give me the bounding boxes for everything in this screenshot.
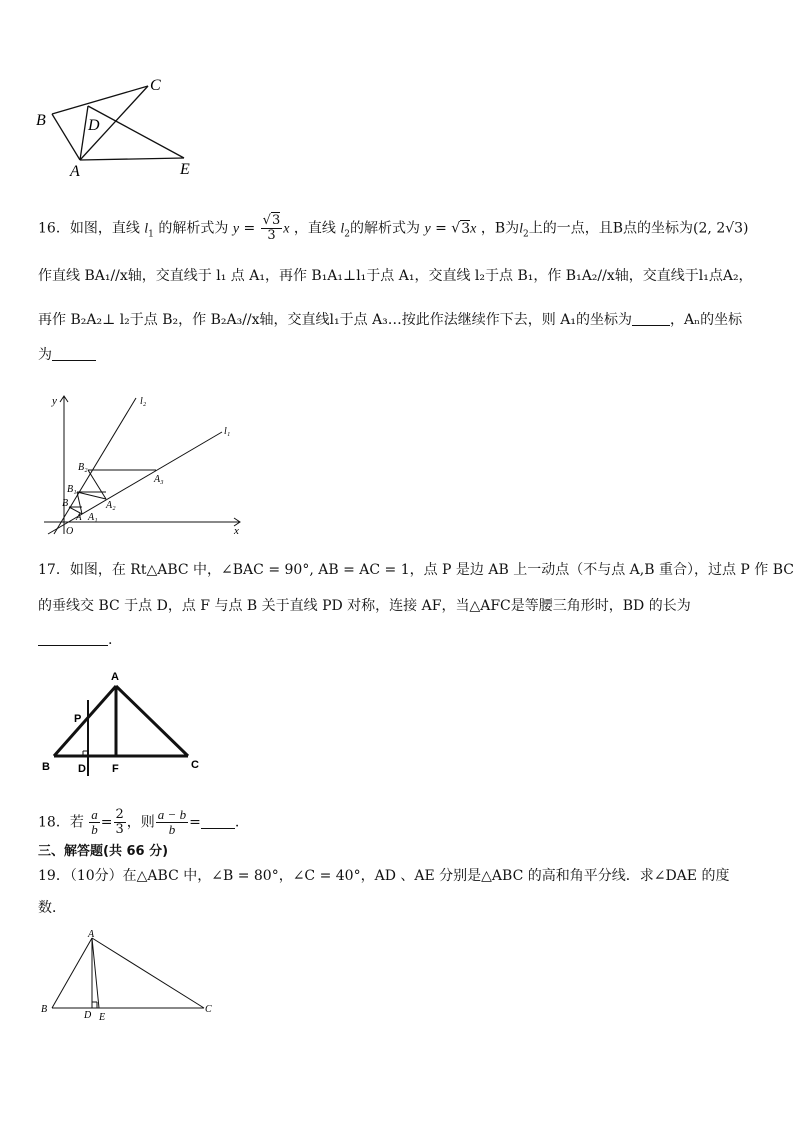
label-P: P <box>74 713 82 725</box>
q16-line4: 为 <box>38 345 96 365</box>
answer-blank-bd[interactable] <box>38 631 108 646</box>
label-x: x <box>234 525 239 537</box>
q17-line1: 17．如图，在 Rt△ABC 中，∠BAC = 90°, AB = AC = 1，点 P 是边 AB 上一动点（不与点 A,B 重合），过点 P 作 BC <box>38 562 794 578</box>
section-title: 三、解答题(共 66 分) <box>38 844 169 859</box>
answer-blank-q18[interactable] <box>201 814 235 829</box>
label-y: y <box>52 395 57 407</box>
label-A: A <box>88 929 95 940</box>
label-A: A <box>70 163 80 180</box>
label-E: E <box>99 1012 106 1023</box>
fraction-a-minus-b-over-b: $\frac{a - b}{b}$ <box>157 807 187 837</box>
label-A2: A₂ <box>106 500 116 511</box>
label-E: E <box>180 161 190 178</box>
label-B1: B₁ <box>67 484 77 495</box>
label-A1: A₁ <box>88 512 98 523</box>
answer-blank-a1[interactable] <box>632 311 670 326</box>
label-B: B <box>42 761 50 773</box>
answer-blank-an[interactable] <box>52 346 96 361</box>
label-F: F <box>112 763 119 775</box>
fraction-sqrt3-over-3: $\frac{√3}{3}$ <box>262 213 281 243</box>
figure-q19 <box>36 928 226 1028</box>
label-C: C <box>205 1004 212 1015</box>
label-D: D <box>78 763 86 775</box>
q19-line1: 19．（10分）在△ABC 中，∠B = 80°，∠C = 40°，AD 、AE 分别是△ABC 的高和角平分线．求∠DAE 的度 <box>38 868 730 884</box>
label-O: O <box>66 526 74 537</box>
label-A: A <box>111 671 119 683</box>
label-B: B <box>36 112 46 129</box>
label-D: D <box>88 117 100 134</box>
figure-q16 <box>36 392 246 542</box>
figure-q15 <box>30 70 230 180</box>
label-A3: A₃ <box>154 474 164 485</box>
q18-line: 18．若 $\frac{a}{b}$ = $\frac{2}{3}$ ，则 $\frac{a - b}{b}$ = . <box>38 807 240 837</box>
q16-line1: 16．如图，直线 $l_1$ 的解析式为 y = $\frac{√3}{3}$ x ，直线 $l_2$的解析式为 y = √3x ，B为$l_2$上的一点，且B点的坐标为(2, 2√3) <box>38 213 749 243</box>
fraction-a-over-b: $\frac{a}{b}$ <box>91 807 98 837</box>
label-l1: l₁ <box>224 426 231 437</box>
q16-line2: 作直线 BA₁//x轴，交直线于 l₁ 点 A₁，再作 B₁A₁⊥l₁于点 A₁，交直线 l₂于点 B₁，作 B₁A₂//x轴，交直线于l₁点A₂， <box>38 268 753 284</box>
label-l2: l₂ <box>140 396 147 407</box>
label-A: A <box>76 512 82 522</box>
label-B: B <box>41 1004 48 1015</box>
q17-line2: 的垂线交 BC 于点 D，点 F 与点 B 关于直线 PD 对称，连接 AF，当△AFC是等腰三角形时，BD 的长为 <box>38 598 691 614</box>
label-D: D <box>84 1010 92 1021</box>
figure-q17 <box>36 664 216 776</box>
label-B: B <box>62 498 69 509</box>
q17-line3: . <box>38 630 112 650</box>
q19-line2: 数． <box>38 900 66 916</box>
fraction-2-over-3: $\frac{2}{3}$ <box>115 807 124 837</box>
label-C: C <box>150 77 161 94</box>
label-B2: B₂ <box>78 462 88 473</box>
label-C: C <box>191 759 199 771</box>
q16-line3: 再作 B₂A₂⊥ l₂于点 B₂，作 B₂A₃//x轴，交直线l₁于点 A₃…按此作法继续作下去，则 A₁的坐标为 ，Aₙ的坐标 <box>38 312 743 328</box>
